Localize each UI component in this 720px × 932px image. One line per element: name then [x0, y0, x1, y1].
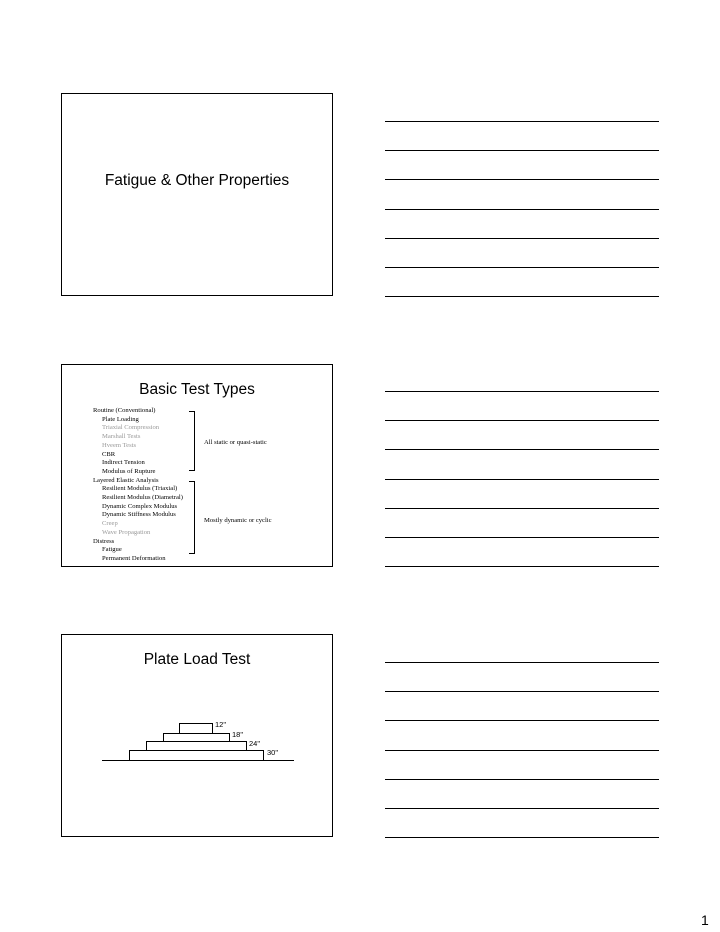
outline-item: Modulus of Rupture	[102, 467, 156, 475]
outline-item: Hveem Tests	[102, 441, 137, 449]
slide-2-title: Basic Test Types	[139, 381, 255, 398]
note-line	[385, 750, 659, 751]
note-line	[385, 179, 659, 180]
test-types-outline	[93, 407, 183, 564]
plate-18in-label: 18"	[232, 730, 244, 739]
outline-item: Marshall Tests	[102, 433, 141, 441]
dynamic-tests-note: Mostly dynamic or cyclic	[204, 517, 272, 524]
plate-12in-label: 12"	[215, 720, 227, 729]
outline-item: Permanent Deformation	[102, 554, 166, 562]
outline-item: Creep	[102, 520, 118, 528]
note-line	[385, 720, 659, 721]
outline-item: Plate Loading	[102, 415, 139, 423]
outline-item: Distress	[93, 537, 115, 545]
outline-item: Layered Elastic Analysis	[93, 476, 159, 484]
static-tests-bracket	[189, 411, 195, 471]
slide-2-thumbnail	[61, 364, 333, 567]
note-line	[385, 238, 659, 239]
note-line	[385, 479, 659, 480]
plate-30in-label: 30"	[267, 748, 279, 757]
note-line	[385, 296, 659, 297]
slide-3-title: Plate Load Test	[143, 651, 251, 668]
outline-item: Wave Propagation	[102, 528, 151, 536]
note-line	[385, 150, 659, 151]
note-line	[385, 420, 659, 421]
note-line	[385, 508, 659, 509]
outline-item: CBR	[102, 450, 116, 458]
note-line	[385, 662, 659, 663]
note-line	[385, 779, 659, 780]
static-tests-note: All static or quasi-static	[204, 439, 267, 446]
note-line	[385, 449, 659, 450]
note-line	[385, 566, 659, 567]
slide-1-thumbnail	[61, 93, 333, 296]
slide-3-thumbnail	[61, 634, 333, 837]
outline-item: Resilient Modulus (Triaxial)	[102, 485, 178, 493]
outline-item: Resilient Modulus (Diametral)	[102, 494, 183, 502]
outline-item: Indirect Tension	[102, 459, 145, 467]
outline-item: Dynamic Complex Modulus	[102, 502, 178, 510]
plate-24in-label: 24"	[249, 739, 261, 748]
note-line	[385, 691, 659, 692]
ground-line	[102, 760, 294, 761]
page-number: 1	[701, 912, 709, 928]
slide-1-title: Fatigue & Other Properties	[104, 172, 290, 189]
dynamic-tests-bracket	[189, 481, 195, 554]
outline-item: Routine (Conventional)	[93, 407, 156, 414]
outline-item: Dynamic Stiffness Modulus	[102, 511, 176, 519]
outline-item: Triaxial Compression	[102, 424, 160, 432]
note-line	[385, 837, 659, 838]
note-line	[385, 121, 659, 122]
note-line	[385, 267, 659, 268]
note-line	[385, 537, 659, 538]
outline-item: Fatigue	[102, 546, 122, 554]
note-line	[385, 209, 659, 210]
note-line	[385, 391, 659, 392]
note-line	[385, 808, 659, 809]
